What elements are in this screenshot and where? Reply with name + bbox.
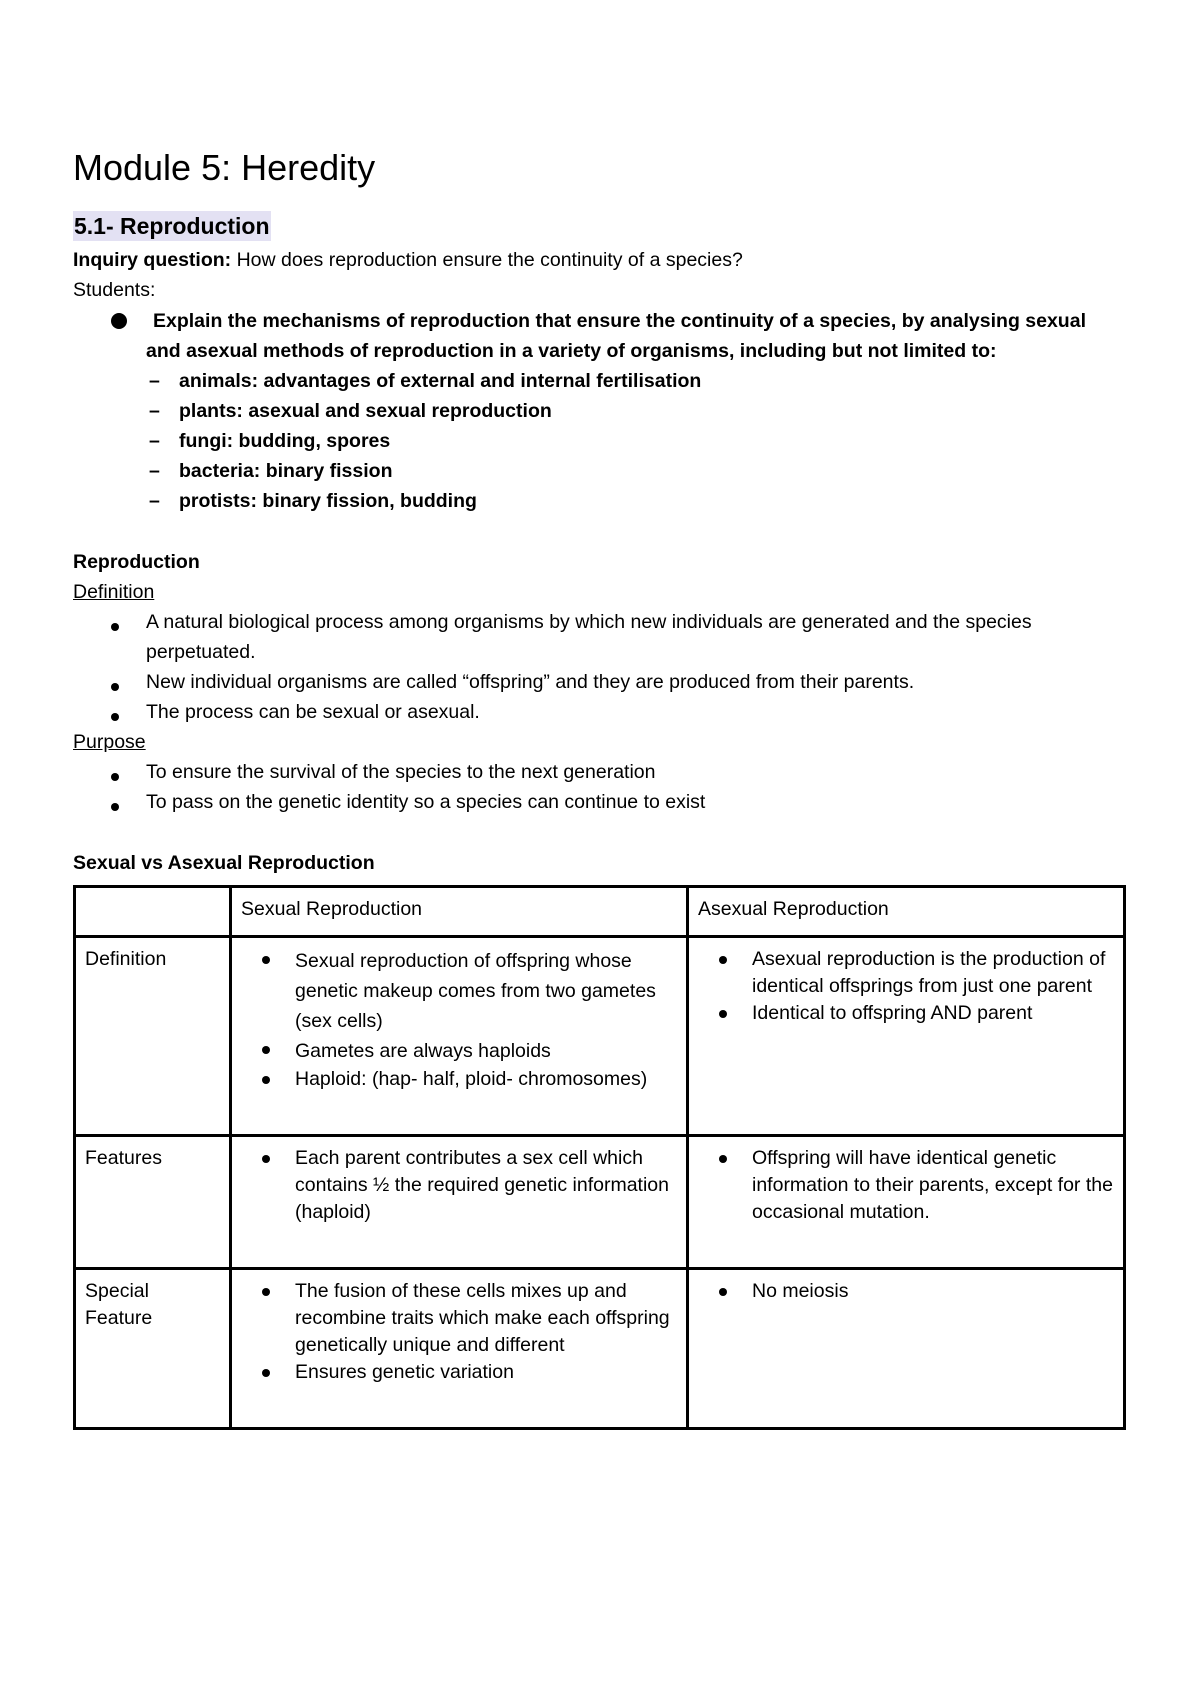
students-label: Students: bbox=[73, 279, 156, 301]
section-heading: 5.1- Reproduction bbox=[74, 213, 270, 239]
list-item: Asexual reproduction is the production of identical offsprings from just one parent bbox=[752, 946, 1115, 1000]
row-label: Definition bbox=[75, 937, 231, 1136]
list-item: Gametes are always haploids bbox=[295, 1036, 678, 1066]
list-item: The fusion of these cells mixes up and recombine traits which make each offspring genetically unique and different bbox=[295, 1278, 678, 1359]
reproduction-heading: Reproduction bbox=[73, 551, 200, 573]
sexual-cell bbox=[231, 1269, 688, 1429]
list-item: Offspring will have identical genetic information to their parents, except for the occasional mutation. bbox=[752, 1145, 1115, 1226]
outcome-subitem: fungi: budding, spores bbox=[179, 430, 391, 452]
list-item: Ensures genetic variation bbox=[295, 1359, 678, 1386]
header-cell-asexual: Asexual Reproduction bbox=[688, 887, 1125, 937]
table-row bbox=[75, 1269, 1125, 1429]
bullet-icon bbox=[111, 803, 119, 811]
row-label: Features bbox=[75, 1136, 231, 1269]
outcome-subitem: plants: asexual and sexual reproduction bbox=[179, 400, 552, 422]
sexual-cell bbox=[231, 937, 688, 1136]
comparison-table bbox=[73, 885, 1126, 1430]
definition-item: New individual organisms are called “offspring” and they are produced from their parents. bbox=[146, 671, 915, 693]
header-cell-sexual: Sexual Reproduction bbox=[231, 887, 688, 937]
outcome-subitem: protists: binary fission, budding bbox=[179, 490, 477, 512]
list-item: Haploid: (hap- half, ploid- chromosomes) bbox=[295, 1066, 678, 1093]
list-item: Sexual reproduction of offspring whose genetic makeup comes from two gametes (sex cells) bbox=[295, 946, 678, 1036]
purpose-item: To ensure the survival of the species to the next generation bbox=[146, 761, 656, 783]
purpose-item: To pass on the genetic identity so a species can continue to exist bbox=[146, 791, 706, 813]
list-item: Identical to offspring AND parent bbox=[752, 1000, 1115, 1027]
sexual-cell bbox=[231, 1136, 688, 1269]
inquiry-text: How does reproduction ensure the continuity of a species? bbox=[231, 249, 743, 271]
outcome-line-2: and asexual methods of reproduction in a variety of organisms, including but not limited to: bbox=[146, 340, 997, 362]
page-title: Module 5: Heredity bbox=[73, 147, 376, 188]
outcome-line-1: Explain the mechanisms of reproduction that ensure the continuity of a species, by analysing sexual bbox=[153, 310, 1086, 332]
dash-icon: – bbox=[149, 400, 160, 422]
asexual-cell bbox=[688, 937, 1125, 1136]
inquiry-label: Inquiry question: bbox=[73, 249, 232, 271]
dash-icon: – bbox=[149, 490, 160, 512]
asexual-cell bbox=[688, 1269, 1125, 1429]
list-item: No meiosis bbox=[752, 1278, 1115, 1305]
bullet-icon bbox=[111, 683, 119, 691]
bullet-icon bbox=[111, 313, 127, 329]
row-label: Special Feature bbox=[75, 1269, 231, 1429]
comparison-heading: Sexual vs Asexual Reproduction bbox=[73, 852, 375, 874]
dash-icon: – bbox=[149, 460, 160, 482]
dash-icon: – bbox=[149, 370, 160, 392]
bullet-icon bbox=[111, 713, 119, 721]
asexual-cell bbox=[688, 1136, 1125, 1269]
outcome-subitem: animals: advantages of external and internal fertilisation bbox=[179, 370, 702, 392]
definition-item-continued: perpetuated. bbox=[146, 641, 256, 663]
dash-icon: – bbox=[149, 430, 160, 452]
outcome-subitem: bacteria: binary fission bbox=[179, 460, 393, 482]
table-header-row bbox=[75, 887, 1125, 937]
definition-item: The process can be sexual or asexual. bbox=[146, 701, 480, 723]
purpose-label: Purpose bbox=[73, 731, 146, 753]
definition-item: A natural biological process among organisms by which new individuals are generated and the species bbox=[146, 611, 1032, 633]
table-row bbox=[75, 1136, 1125, 1269]
definition-label: Definition bbox=[73, 581, 155, 603]
header-cell-empty bbox=[75, 887, 231, 937]
bullet-icon bbox=[111, 773, 119, 781]
bullet-icon bbox=[111, 623, 119, 631]
table-row bbox=[75, 937, 1125, 1136]
list-item: Each parent contributes a sex cell which contains ½ the required genetic information (haploid) bbox=[295, 1145, 678, 1226]
inquiry-question bbox=[73, 245, 743, 275]
